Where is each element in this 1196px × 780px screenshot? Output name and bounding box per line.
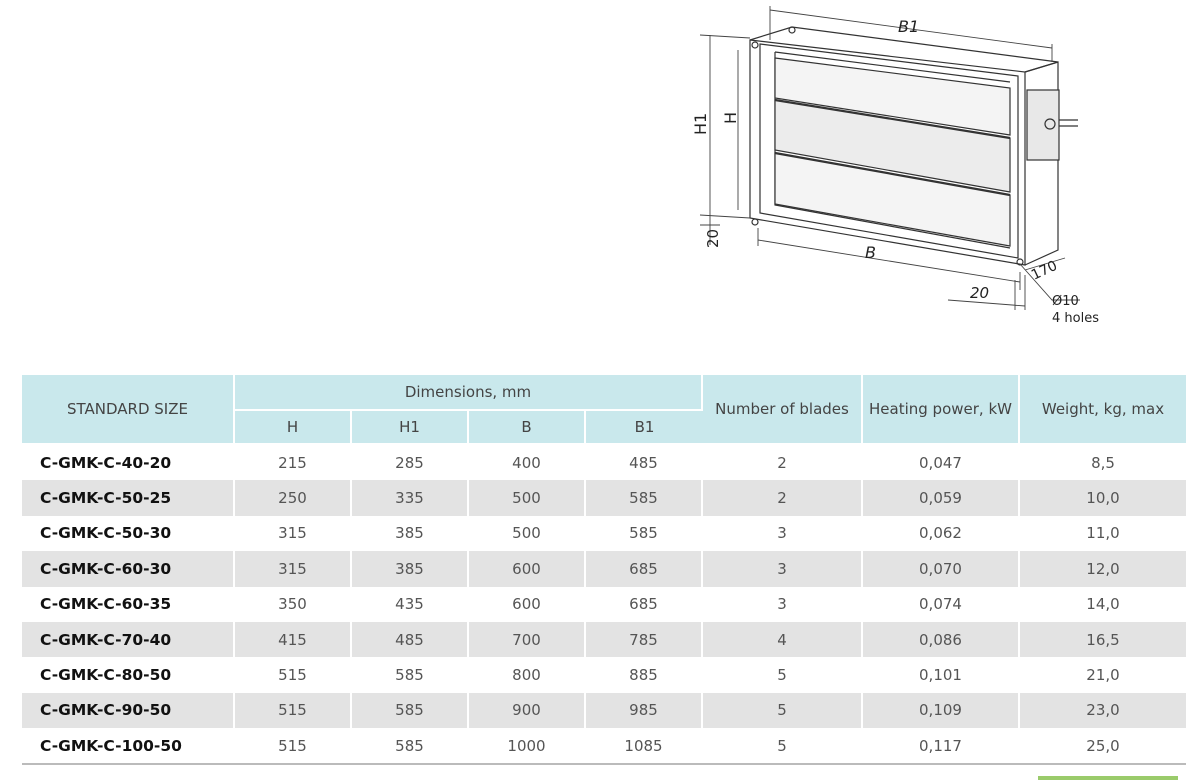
cell-h1: 585 bbox=[352, 657, 469, 692]
label-h: H bbox=[721, 111, 740, 124]
label-b: B bbox=[865, 243, 876, 262]
cell-size: C-GMK-C-60-35 bbox=[22, 587, 235, 622]
table-row bbox=[22, 551, 1186, 586]
cell-weight: 23,0 bbox=[1020, 693, 1186, 728]
cell-h1: 585 bbox=[352, 693, 469, 728]
cell-h1: 285 bbox=[352, 443, 469, 480]
cell-blades: 5 bbox=[703, 657, 863, 692]
mount-hole bbox=[752, 219, 758, 225]
cell-heating-power: 0,059 bbox=[863, 480, 1020, 515]
table-row bbox=[22, 587, 1186, 622]
mount-hole bbox=[752, 42, 758, 48]
cell-heating-power: 0,109 bbox=[863, 693, 1020, 728]
label-flange-bottom: 20 bbox=[970, 284, 990, 302]
cell-b: 600 bbox=[469, 587, 586, 622]
actuator-box bbox=[1027, 90, 1059, 160]
cell-h1: 485 bbox=[352, 622, 469, 657]
cell-h: 215 bbox=[235, 443, 352, 480]
mount-hole bbox=[789, 27, 795, 33]
cell-h: 515 bbox=[235, 657, 352, 692]
cell-size: C-GMK-C-40-20 bbox=[22, 443, 235, 480]
specification-table bbox=[22, 375, 1186, 764]
cell-h1: 435 bbox=[352, 587, 469, 622]
cell-weight: 21,0 bbox=[1086, 666, 1120, 685]
table-row bbox=[22, 516, 1186, 551]
cell-weight: 14,0 bbox=[1086, 595, 1120, 614]
cell-blades: 3 bbox=[703, 516, 863, 551]
cell-size: C-GMK-C-60-30 bbox=[22, 551, 235, 586]
table-row bbox=[22, 728, 1186, 763]
bottom-divider bbox=[22, 763, 1186, 765]
cell-h: 350 bbox=[235, 587, 352, 622]
cell-b1: 985 bbox=[586, 693, 703, 728]
cell-h: 515 bbox=[235, 728, 352, 763]
header-dim-h1: H1 bbox=[352, 409, 469, 443]
cell-b1: 885 bbox=[586, 657, 703, 692]
cell-h1: 585 bbox=[352, 728, 469, 763]
cell-heating-power: 0,086 bbox=[863, 622, 1020, 657]
page-corner-accent bbox=[1038, 776, 1178, 780]
cell-b: 1000 bbox=[469, 728, 586, 763]
table-row bbox=[22, 443, 1186, 480]
cell-weight: 16,5 bbox=[1020, 622, 1186, 657]
cell-size: C-GMK-C-50-30 bbox=[22, 516, 235, 551]
damper-drawing-svg bbox=[680, 0, 1120, 340]
label-b1: B1 bbox=[898, 17, 920, 36]
cell-b: 700 bbox=[469, 622, 586, 657]
cell-h: 315 bbox=[235, 516, 352, 551]
cell-blades: 5 bbox=[703, 693, 863, 728]
cell-weight: 10,0 bbox=[1020, 480, 1186, 515]
cell-heating-power: 0,047 bbox=[863, 443, 1020, 480]
cell-h: 515 bbox=[235, 693, 352, 728]
cell-h: 250 bbox=[235, 480, 352, 515]
cell-blades: 2 bbox=[703, 443, 863, 480]
cell-b1: 585 bbox=[586, 516, 703, 551]
cell-weight: 12,0 bbox=[1020, 551, 1186, 586]
table-row bbox=[22, 693, 1186, 728]
cell-size: C-GMK-C-90-50 bbox=[22, 693, 235, 728]
cell-h1: 385 bbox=[352, 551, 469, 586]
header-dim-h: H bbox=[235, 409, 352, 443]
cell-b1: 485 bbox=[586, 443, 703, 480]
cell-weight: 11,0 bbox=[1086, 524, 1120, 543]
cell-heating-power: 0,117 bbox=[863, 728, 1020, 763]
cell-b1: 785 bbox=[586, 622, 703, 657]
cell-weight: 8,5 bbox=[1020, 443, 1186, 480]
cell-b: 900 bbox=[469, 693, 586, 728]
cell-blades: 2 bbox=[703, 480, 863, 515]
cell-b: 800 bbox=[469, 657, 586, 692]
table-row bbox=[22, 480, 1186, 515]
cell-b: 400 bbox=[469, 443, 586, 480]
cell-heating-power: 0,062 bbox=[863, 516, 1020, 551]
cell-blades: 4 bbox=[703, 622, 863, 657]
cell-weight: 25,0 bbox=[1086, 736, 1120, 755]
cell-blades: 3 bbox=[703, 587, 863, 622]
cell-size: C-GMK-C-100-50 bbox=[22, 728, 235, 763]
cell-h: 415 bbox=[235, 622, 352, 657]
damper-dimension-drawing bbox=[680, 0, 1120, 340]
label-h1: H1 bbox=[691, 112, 710, 135]
cell-h1: 385 bbox=[352, 516, 469, 551]
cell-b: 500 bbox=[469, 480, 586, 515]
label-hole-count: 4 holes bbox=[1052, 311, 1099, 326]
cell-b1: 585 bbox=[586, 480, 703, 515]
label-depth: 170 bbox=[1028, 257, 1060, 284]
cell-blades: 5 bbox=[703, 728, 863, 763]
header-blades: Number of blades bbox=[703, 375, 863, 443]
table-body bbox=[22, 443, 1186, 764]
header-dim-b1: B1 bbox=[586, 409, 703, 443]
cell-h1: 335 bbox=[352, 480, 469, 515]
cell-heating-power: 0,074 bbox=[863, 587, 1020, 622]
cell-size: C-GMK-C-70-40 bbox=[22, 622, 235, 657]
cell-b: 500 bbox=[469, 516, 586, 551]
header-standard-size: STANDARD SIZE bbox=[22, 375, 235, 443]
cell-b1: 685 bbox=[586, 587, 703, 622]
cell-blades: 3 bbox=[703, 551, 863, 586]
header-heating-power: Heating power, kW bbox=[863, 375, 1020, 443]
cell-size: C-GMK-C-80-50 bbox=[22, 657, 235, 692]
label-hole-diameter: Ø10 bbox=[1052, 294, 1079, 309]
cell-b: 600 bbox=[469, 551, 586, 586]
header-dimensions: Dimensions, mm bbox=[235, 375, 703, 409]
cell-b1: 1085 bbox=[586, 728, 703, 763]
cell-heating-power: 0,070 bbox=[863, 551, 1020, 586]
cell-heating-power: 0,101 bbox=[863, 657, 1020, 692]
cell-size: C-GMK-C-50-25 bbox=[22, 480, 235, 515]
label-flange-left: 20 bbox=[704, 228, 722, 248]
cell-h: 315 bbox=[235, 551, 352, 586]
cell-b1: 685 bbox=[586, 551, 703, 586]
header-weight: Weight, kg, max bbox=[1020, 375, 1186, 443]
table-row bbox=[22, 622, 1186, 657]
header-dim-b: B bbox=[469, 409, 586, 443]
table-row bbox=[22, 657, 1186, 692]
